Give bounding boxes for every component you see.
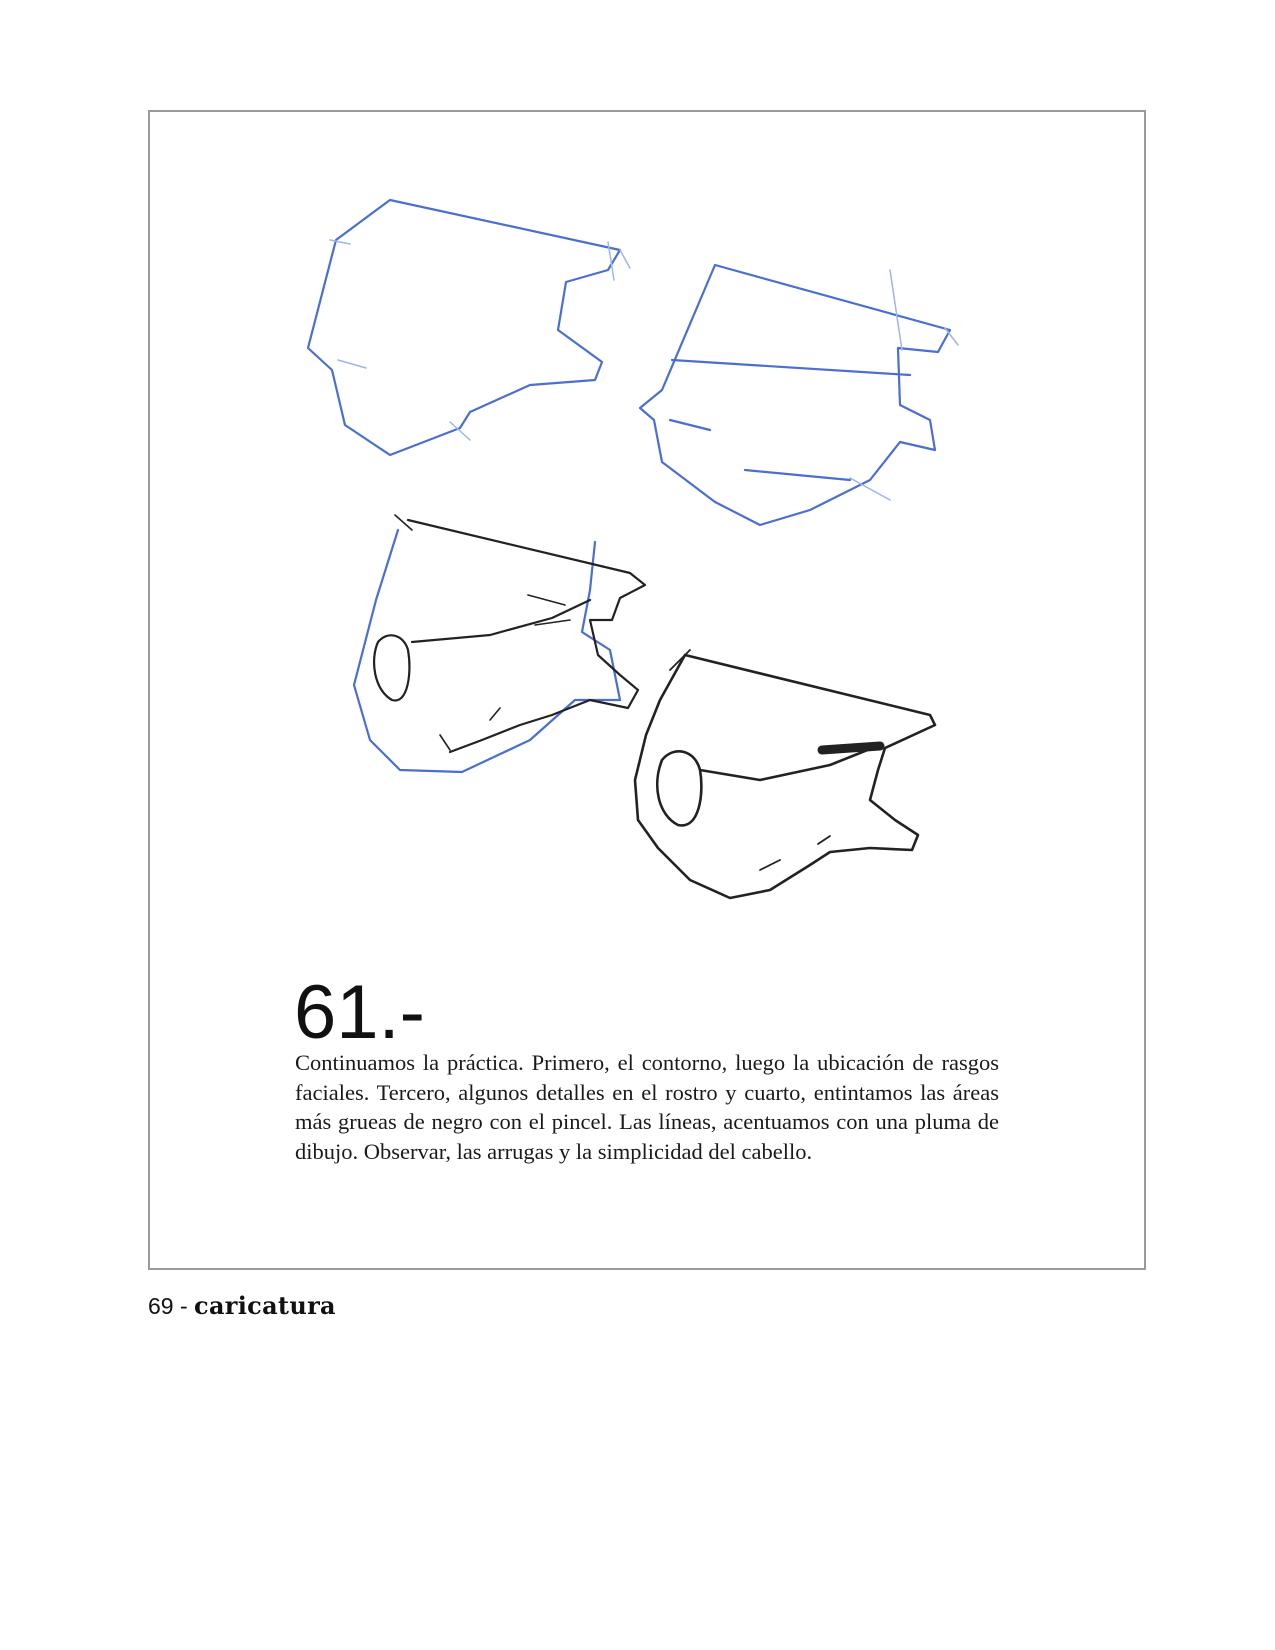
page-footer [148, 1291, 336, 1320]
sketch-step-1-contour [308, 200, 630, 455]
book-title: caricatura [194, 1291, 336, 1320]
sketch-step-4-inked [635, 650, 935, 898]
sketch-step-3-details [354, 515, 645, 772]
page-number: 69 [148, 1293, 174, 1319]
caricature-sketch-sequence [290, 180, 1010, 940]
exercise-number: 61.- [294, 970, 425, 1055]
exercise-description: Continuamos la práctica. Primero, el contorno, luego la ubicación de rasgos faciales. Tercero, algunos detalles en el rostro y cuarto, entintamos las áreas más grueas de negro con el pincel. Las líneas, acentuamos con una pluma de dibujo. Observar, las arrugas y la simplicidad del cabello. [295, 1050, 999, 1164]
footer-separator: - [173, 1293, 195, 1319]
sketch-step-2-features [640, 265, 958, 525]
